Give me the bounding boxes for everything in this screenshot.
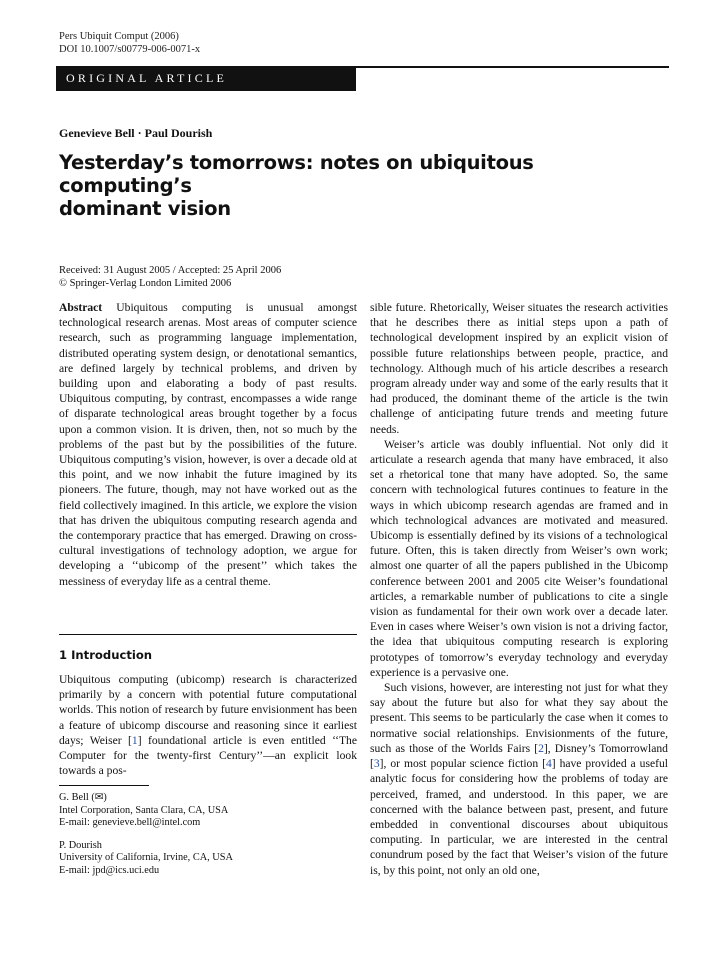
header-rule xyxy=(356,66,669,68)
received-accepted: Received: 31 August 2005 / Accepted: 25 April 2006 xyxy=(59,265,282,276)
journal-citation: Pers Ubiquit Comput (2006) xyxy=(59,31,179,42)
title-line-1: Yesterday’s tomorrows: notes on ubiquitous computing’s xyxy=(59,151,534,197)
p3-text-d: ] have provided a useful analytic focus for considering how the problems of today are perceived, framed, and understood. In this paper, we are concerned with the balance between past, present, and future embedded in conventional discourses about ubiquitous computing. In particular, we are interested in the central conundrum posed by the fact that Weiser’s vision of the future is, by this point, not only an old one, xyxy=(370,757,668,877)
reference-link-4[interactable]: 4 xyxy=(545,757,552,771)
introduction-text xyxy=(59,672,357,778)
abstract-paragraph xyxy=(59,300,357,589)
abstract-text: Ubiquitous computing is unusual amongst technological research arenas. Most areas of computer science research, such as programming language implementation, distributed operating system design, or denotational semantics, are defined largely by technical problems, and driven by building upon and elaborating a body of past results. Ubiquitous computing, by contrast, encompasses a wide range of disparate technological areas brought together by a focus upon a common vision. It is driven, then, not so much by the problems of the past but by the possibilities of the future. Ubiquitous computing’s vision, however, is over a decade old at this point, and we now inhabit the future imagined by its pioneers. The future, though, may not have worked out as the field collectively imagined. In this article, we explore the vision that has driven the ubiquitous computing research agenda and the contemporary practice that has emerged. Drawing on cross-cultural investigations of technology adoption, we argue for developing a ‘‘ubicomp of the present’’ which takes the messiness of everyday life as a central theme. xyxy=(59,301,357,588)
intro-text-b: ] foundational article is even entitled ‘‘The Computer for the twenty-first Century’’—an explicit look towards a pos- xyxy=(59,733,357,778)
article-dates xyxy=(59,264,281,290)
body-paragraph-3 xyxy=(370,680,668,878)
author2-affiliation: University of California, Irvine, CA, USA xyxy=(59,852,233,864)
title-line-2: dominant vision xyxy=(59,197,231,220)
section-heading-introduction: 1 Introduction xyxy=(59,648,153,662)
author1-email[interactable]: E-mail: genevieve.bell@intel.com xyxy=(59,817,201,829)
reference-link-1[interactable]: 1 xyxy=(131,733,138,747)
reference-link-3[interactable]: 3 xyxy=(373,757,380,771)
article-title xyxy=(59,151,659,220)
reference-link-2[interactable]: 2 xyxy=(538,741,544,755)
p3-text-b: ], Disney’s Tomorrowland [ xyxy=(370,741,668,771)
author2-name: P. Dourish xyxy=(59,839,102,851)
author1-affiliation: Intel Corporation, Santa Clara, CA, USA xyxy=(59,804,229,816)
author1-name: G. Bell (✉) xyxy=(59,792,107,803)
author-list: Genevieve Bell · Paul Dourish xyxy=(59,126,213,140)
abstract-label: Abstract xyxy=(59,301,103,314)
journal-doi: DOI 10.1007/s00779-006-0071-x xyxy=(59,44,201,55)
author-footnote xyxy=(59,792,233,878)
copyright-line: © Springer-Verlag London Limited 2006 xyxy=(59,278,232,289)
right-column-text xyxy=(370,300,668,878)
abstract-divider xyxy=(59,634,357,635)
body-paragraph-2: Weiser’s article was doubly influential. Not only did it articulate a research agenda that many have embraced, it also set a rhetorical tone that many have adopted. So, the same concern with technological futures continues to feature in the ways in which ubicomp research agendas are framed and in which technological advances are motivated and measured. Ubicomp is essentially defined by its visions of a technological future. Often, this is taken directly from Weiser’s own work; almost one quarter of all the papers published in the Ubicomp conference between 2001 and 2005 cite Weiser’s foundational articles, a remarkable number of publications to cite a single vision as fundamental for their own work over a decade later. Even in cases where Weiser’s own vision is not a driving factor, the idea that ubiquitous computing research is exploring prototypes of tomorrow’s everyday technology and everyday experience is a pervasive one. xyxy=(370,437,668,679)
p3-text-a: Such visions, however, are interesting not just for what they say about the future but also for what they say about the present. This seems to be particularly the case when it comes to normative social relationships. Envisionments of the future, such as those of the Worlds Fairs [ xyxy=(370,681,668,755)
p3-text-c: ], or most popular science fiction [ xyxy=(379,757,546,771)
journal-header xyxy=(59,30,200,56)
intro-paragraph xyxy=(59,672,357,778)
intro-text-a: Ubiquitous computing (ubicomp) research is characterized primarily by a concern with potential future computational worlds. This notion of research by future envisionment has been a feature of ubicomp discourse and reasoning since it earliest days; Weiser [ xyxy=(59,673,357,747)
body-paragraph-1: sible future. Rhetorically, Weiser situates the research activities that he describes there as initial steps upon a path of technological development inspired by an explicit vision of possible future relationships between people, practice, and technology. Although much of his article describes a research program already under way and some of the early results that it had produced, the dominant theme of the article is the twin challenge of anticipating future trends and meeting future needs. xyxy=(370,301,668,436)
footnote-rule xyxy=(59,785,149,786)
abstract-block xyxy=(59,300,357,589)
article-type-banner: ORIGINAL ARTICLE xyxy=(56,66,356,91)
author2-email[interactable]: E-mail: jpd@ics.uci.edu xyxy=(59,864,160,876)
